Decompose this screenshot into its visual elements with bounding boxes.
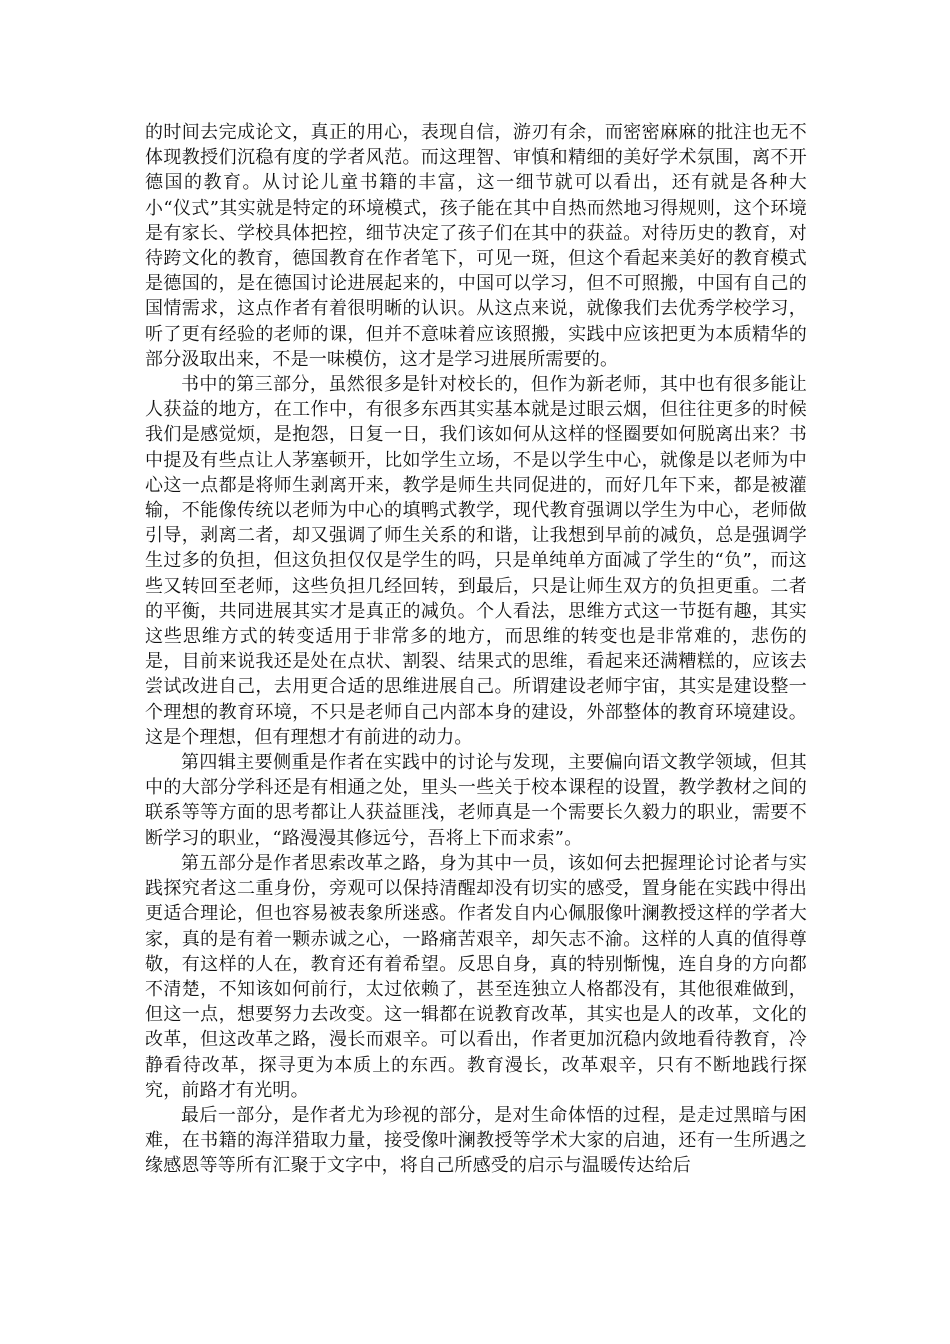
paragraph-2: 书中的第三部分，虽然很多是针对校长的，但作为新老师，其中也有很多能让人获益的地方，在工作中，有很多东西其实基本就是过眼云烟，但往往更多的时候我们是感觉烦，是抱怨，日复一日，我们该如何从这样的怪圈要如何脱离出来？书中提及有些点让人茅塞顿开，比如学生立场，不是以学生中心，就像是以老师为中心这一点都是将师生剥离开来，教学是师生共同促进的，而好几年下来，都是被灌输，不能像传统以老师为中心的填鸭式教学，现代教育强调以学生为中心，老师做引导，剥离二者，却又强调了师生关系的和谐，让我想到早前的减负，总是强调学生过多的负担，但这负担仅仅是学生的吗，只是单纯单方面减了学生的“负”，而这些又转回至老师，这些负担几经回转，到最后，只是让师生双方的负担更重。二者的平衡，共同进展其实才是真正的减负。个人看法，思维方式这一节挺有趣，其实这些思维方式的转变适用于非常多的地方，而思维的转变也是非常难的，悲伤的是，目前来说我还是处在点状、割裂、结果式的思维，看起来还满糟糕的，应该去尝试改进自己，去用更合适的思维进展自己。所谓建设老师宇宙，其实是建设整一个理想的教育环境，不只是老师自己内部本身的建设，外部整体的教育环境建设。这是个理想，但有理想才有前进的动力。 [145,374,807,748]
paragraph-5: 最后一部分，是作者尤为珍视的部分，是对生命体悟的过程，是走过黑暗与困难，在书籍的海洋猎取力量，接受像叶澜教授等学术大家的启迪，还有一生所遇之缘感恩等等所有汇聚于文字中，将自己所感受的启示与温暖传达给后 [145,1104,807,1177]
paragraph-3: 第四辑主要侧重是作者在实践中的讨论与发现，主要偏向语文教学领域，但其中的大部分学科还是有相通之处，里头一些关于校本课程的设置，教学教材之间的联系等等方面的思考都让人获益匪浅，老师真是一个需要长久毅力的职业，需要不断学习的职业，“路漫漫其修远兮，吾将上下而求索”。 [145,752,807,849]
document-body [145,120,807,1179]
paragraph-1: 的时间去完成论文，真正的用心，表现自信，游刃有余，而密密麻麻的批注也无不体现教授们沉稳有度的学者风范。而这理智、审慎和精细的美好学术氛围，离不开德国的教育。从讨论儿童书籍的丰富，这一细节就可以看出，还有就是各种大小“仪式”其实就是特定的环境模式，孩子能在其中自热而然地习得规则，这个环境是有家长、学校具体把控，细节决定了孩子们在其中的获益。对待历史的教育，对待跨文化的教育，德国教育在作者笔下，可见一斑，但这个看起来美好的教育模式是德国的，是在德国讨论进展起来的，中国可以学习，但不可照搬，中国有自己的国情需求，这点作者有着很明晰的认识。从这点来说，就像我们去优秀学校学习，听了更有经验的老师的课，但并不意味着应该照搬，实践中应该把更为本质精华的部分汲取出来，不是一味模仿，这才是学习进展所需要的。 [145,122,807,370]
paragraph-4: 第五部分是作者思索改革之路，身为其中一员，该如何去把握理论讨论者与实践探究者这二重身份，旁观可以保持清醒却没有切实的感受，置身能在实践中得出更适合理论，但也容易被表象所迷惑。作者发自内心佩服像叶澜教授这样的学者大家，真的是有着一颗赤诚之心，一路痛苦艰辛，却矢志不渝。这样的人真的值得尊敬，有这样的人在，教育还有着希望。反思自身，真的特别惭愧，连自身的方向都不清楚，不知该如何前行，太过依赖了，甚至连独立人格都没有，其他很难做到，但这一点，想要努力去改变。这一辑都在说教育改革，其实也是人的改革，文化的改革，但这改革之路，漫长而艰辛。可以看出，作者更加沉稳内敛地看待教育，冷静看待改革，探寻更为本质上的东西。教育漫长，改革艰辛，只有不断地践行探究，前路才有光明。 [145,852,807,1101]
